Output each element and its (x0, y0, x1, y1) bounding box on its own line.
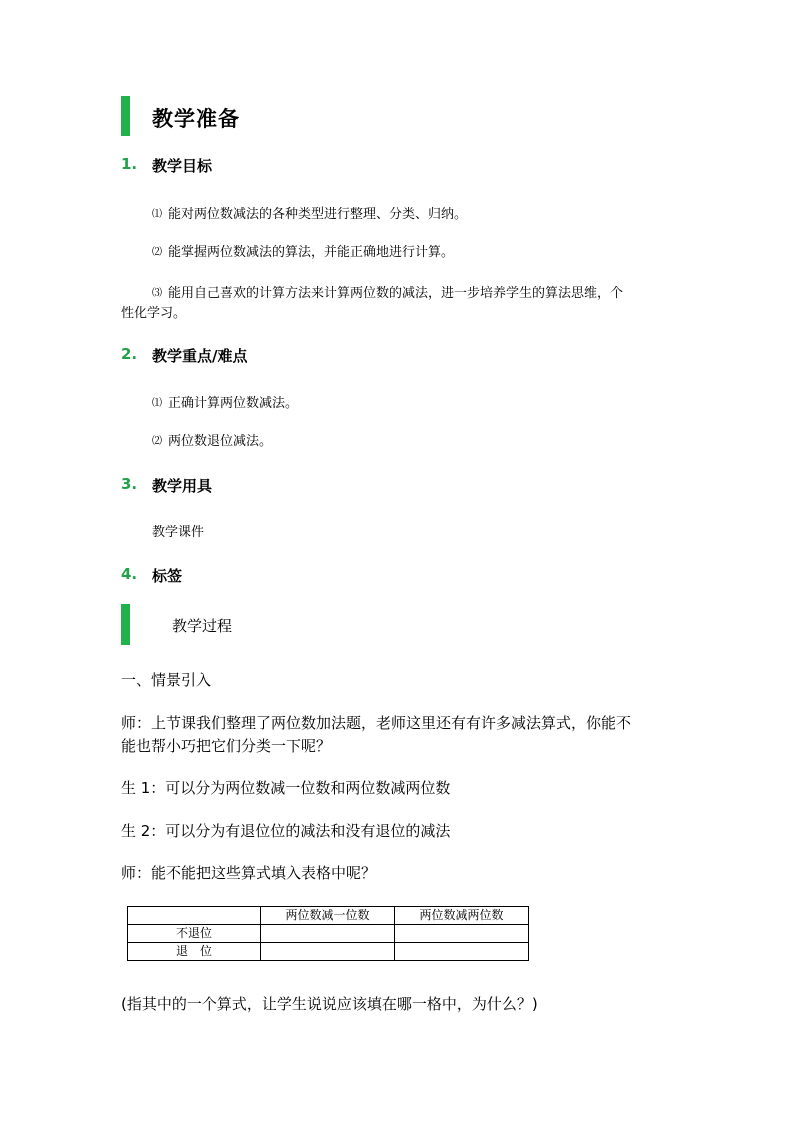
table-cell (261, 925, 395, 943)
tools-text: 教学课件 (152, 525, 205, 540)
item-mark: ⑶ (152, 288, 162, 299)
section-accent-bar (121, 604, 130, 645)
keypoint-item (152, 430, 272, 449)
item-mark: ⑴ (152, 398, 162, 409)
goal-item (152, 282, 623, 301)
goal-text: 能掌握两位数减法的算法，并能正确地进行计算。 (168, 245, 455, 260)
section-heading: 教学过程 (172, 617, 233, 635)
goal-item (152, 241, 454, 260)
table-header-cell (128, 907, 261, 925)
goal-text: 能对两位数减法的各种类型进行整理、分类、归纳。 (168, 207, 468, 222)
goal-item (152, 203, 467, 222)
goal-text-continued: 性化学习。 (121, 306, 187, 321)
item-mark: ⑵ (152, 436, 162, 447)
item-number: 3. (121, 475, 138, 493)
goal-text: 能用自己喜欢的计算方法来计算两位数的减法，进一步培养学生的算法思维，个 (168, 286, 624, 301)
dialogue-line: 能也帮小巧把它们分类一下呢？ (121, 737, 332, 755)
table-row-label: 退 位 (128, 943, 261, 961)
item-number: 4. (121, 565, 138, 583)
table-cell (395, 943, 529, 961)
table-row (128, 943, 529, 961)
item-mark: ⑵ (152, 247, 162, 258)
keypoint-item (152, 392, 298, 411)
closing-note: (指其中的一个算式，让学生说说应该填在哪一格中，为什么？) (121, 995, 538, 1013)
table-row (128, 925, 529, 943)
subsection-title: 一、情景引入 (121, 671, 212, 689)
dialogue-line: 师：上节课我们整理了两位数加法题，老师这里还有有许多减法算式，你能不 (121, 714, 632, 732)
table-header-cell: 两位数减一位数 (261, 907, 395, 925)
dialogue-line: 生 2：可以分为有退位位的减法和没有退位的减法 (121, 822, 451, 840)
classification-table (127, 906, 529, 961)
section-accent-bar (121, 96, 130, 136)
item-mark: ⑴ (152, 209, 162, 220)
item-number: 1. (121, 155, 138, 173)
table-header-cell: 两位数减两位数 (395, 907, 529, 925)
dialogue-line: 生 1：可以分为两位数减一位数和两位数减两位数 (121, 779, 451, 797)
item-title: 标签 (152, 567, 183, 585)
dialogue-line: 师：能不能把这些算式填入表格中呢？ (121, 864, 377, 882)
table-cell (261, 943, 395, 961)
section-heading: 教学准备 (152, 107, 240, 131)
keypoint-text: 正确计算两位数减法。 (168, 396, 299, 411)
keypoint-text: 两位数退位减法。 (168, 434, 273, 449)
item-number: 2. (121, 345, 138, 363)
item-title: 教学目标 (152, 157, 213, 175)
item-title: 教学用具 (152, 477, 213, 495)
table-header-row (128, 907, 529, 925)
table-row-label: 不退位 (128, 925, 261, 943)
item-title: 教学重点/难点 (152, 347, 248, 365)
table-cell (395, 925, 529, 943)
